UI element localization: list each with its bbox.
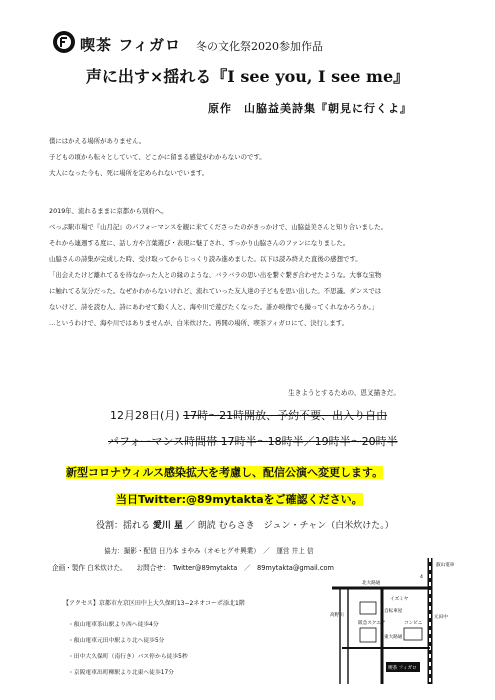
map-label-izumiya: イズミヤ — [390, 597, 409, 602]
closing-line: 生きようとするための、恩叉描きだ。 — [288, 389, 400, 397]
notice-twitter-text: 当日Twitter:@89mytaktaをご確認ください。 — [116, 493, 363, 506]
access-item: ・叡山電車元田中駅より北へ徒歩5分 — [68, 638, 165, 644]
cast-line — [96, 518, 394, 531]
credits-line: 協力：撮影・配信 日乃本 まやみ（オモヒグサ興業） ／ 運営 井上 信 — [104, 547, 314, 555]
subtitle: 原作 山脇益美詩集『朝見に行くよ』 — [208, 102, 412, 115]
map-label-4: 4 — [420, 575, 423, 580]
cafe-logo-icon — [52, 30, 76, 54]
performance-times: パフォーマンス時間帯 17時半〜18時半／19時半〜20時半 — [108, 435, 398, 448]
map-label-school: 自転車屋 — [384, 609, 403, 614]
map-label-ohisama: 阪急スクエア — [358, 621, 386, 626]
body-line: それから連週する度に、話し方や言葉選び・表現に魅了され、すっかり山脇さんのファンになりました。 — [49, 239, 350, 247]
intro-line: 子どもの頃から転々としていて、どこかに留まる感覚がわからないのです。 — [49, 153, 266, 161]
body-line: 「出会えたけど離れてるを待なかった人との縁のような、バラバラの思い出を繋ぐ繋ぎ合わせたような。大事な宝物 — [49, 271, 382, 279]
notice-online — [66, 461, 383, 480]
map-label-street: 北大路通 — [362, 581, 381, 586]
intro-line: 僕にはかえる場所がありません。 — [49, 137, 146, 145]
access-item: ・田中大久保町（南行き）バス停から徒歩5秒 — [68, 654, 188, 660]
map-label-shop: 喫茶 フィガロ — [388, 666, 417, 671]
festival-label: 冬の文化祭2020参加作品 — [196, 40, 323, 53]
intro-line: 大人になった今も、死に場所を定められないでいます。 — [49, 169, 209, 177]
dancer-name: 愛川 星 — [152, 521, 184, 531]
body-line: 山脇さんの詩集が完成した時、受け取ってからじっくり読み進めました。以下は読み終えた直後の感想です。 — [49, 255, 362, 263]
body-line: に触れてる気分だった。なぜかわからないけれど、流れていった友人達の子どもを思い出した。不思議。ダンスでは — [49, 287, 382, 295]
map-label-route: 東大路通 — [384, 635, 403, 640]
reader-name: むらさき ジュン・チャン（白米炊けた。） — [218, 521, 394, 531]
body-line: 2019年、流れるままに京都から別府へ。 — [49, 207, 168, 215]
access-map — [322, 558, 454, 684]
body-line: …というわけで、海や川ではありませんが、白米炊けた。再開の場所、喫茶フィガロにて、決行します。 — [49, 319, 349, 327]
date-text: 12月28日(月) — [110, 409, 180, 422]
access-heading: 【アクセス】京都市左京区田中上大久保町13−2ネオコーポ添北1階 — [63, 600, 245, 607]
page-title: 声に出す×揺れる『I see you, I see me』 — [85, 67, 410, 86]
notice-online-text: 新型コロナウィルス感染拡大を考慮し、配信公演へ変更します。 — [66, 466, 384, 479]
contact-line: 企画・製作 白米炊けた。 お問合せ： Twitter@89mytakta ／ 89mytakta@gmail.com — [52, 564, 334, 572]
body-line: べっぷ駅市場で『山月記』のパフォーマンスを観に来てくださったのがきっかけで、山脇益美さんと知り合いました。 — [49, 223, 388, 231]
event-date — [110, 407, 387, 423]
body-line: ないけど、詩を読む人、詩にあわせて動く人と、海や川で遊びたくなった。誰か映像でも撮ってくれなかろうか。」 — [49, 303, 379, 311]
map-label-conveni: コンビニ — [404, 621, 423, 626]
access-item: ・京阪電車出町柳駅より北東へ徒歩17分 — [68, 670, 174, 676]
notice-twitter — [116, 488, 363, 507]
time-text: 17時〜21時開放、予約不要、出入り自由 — [183, 409, 388, 422]
access-item: ・叡山電車茶山駅より西へ徒歩4分 — [68, 622, 159, 628]
map-label-station: 元田中 — [434, 615, 448, 620]
brand-name: 喫茶 フィガロ — [80, 36, 182, 54]
cast-label: 役割：揺れる — [96, 521, 151, 531]
map-label-rail: 叡山電車 — [436, 563, 454, 568]
map-label-river: 高野川 — [330, 613, 344, 618]
cast-sep: ／ 朗読 — [185, 521, 216, 531]
